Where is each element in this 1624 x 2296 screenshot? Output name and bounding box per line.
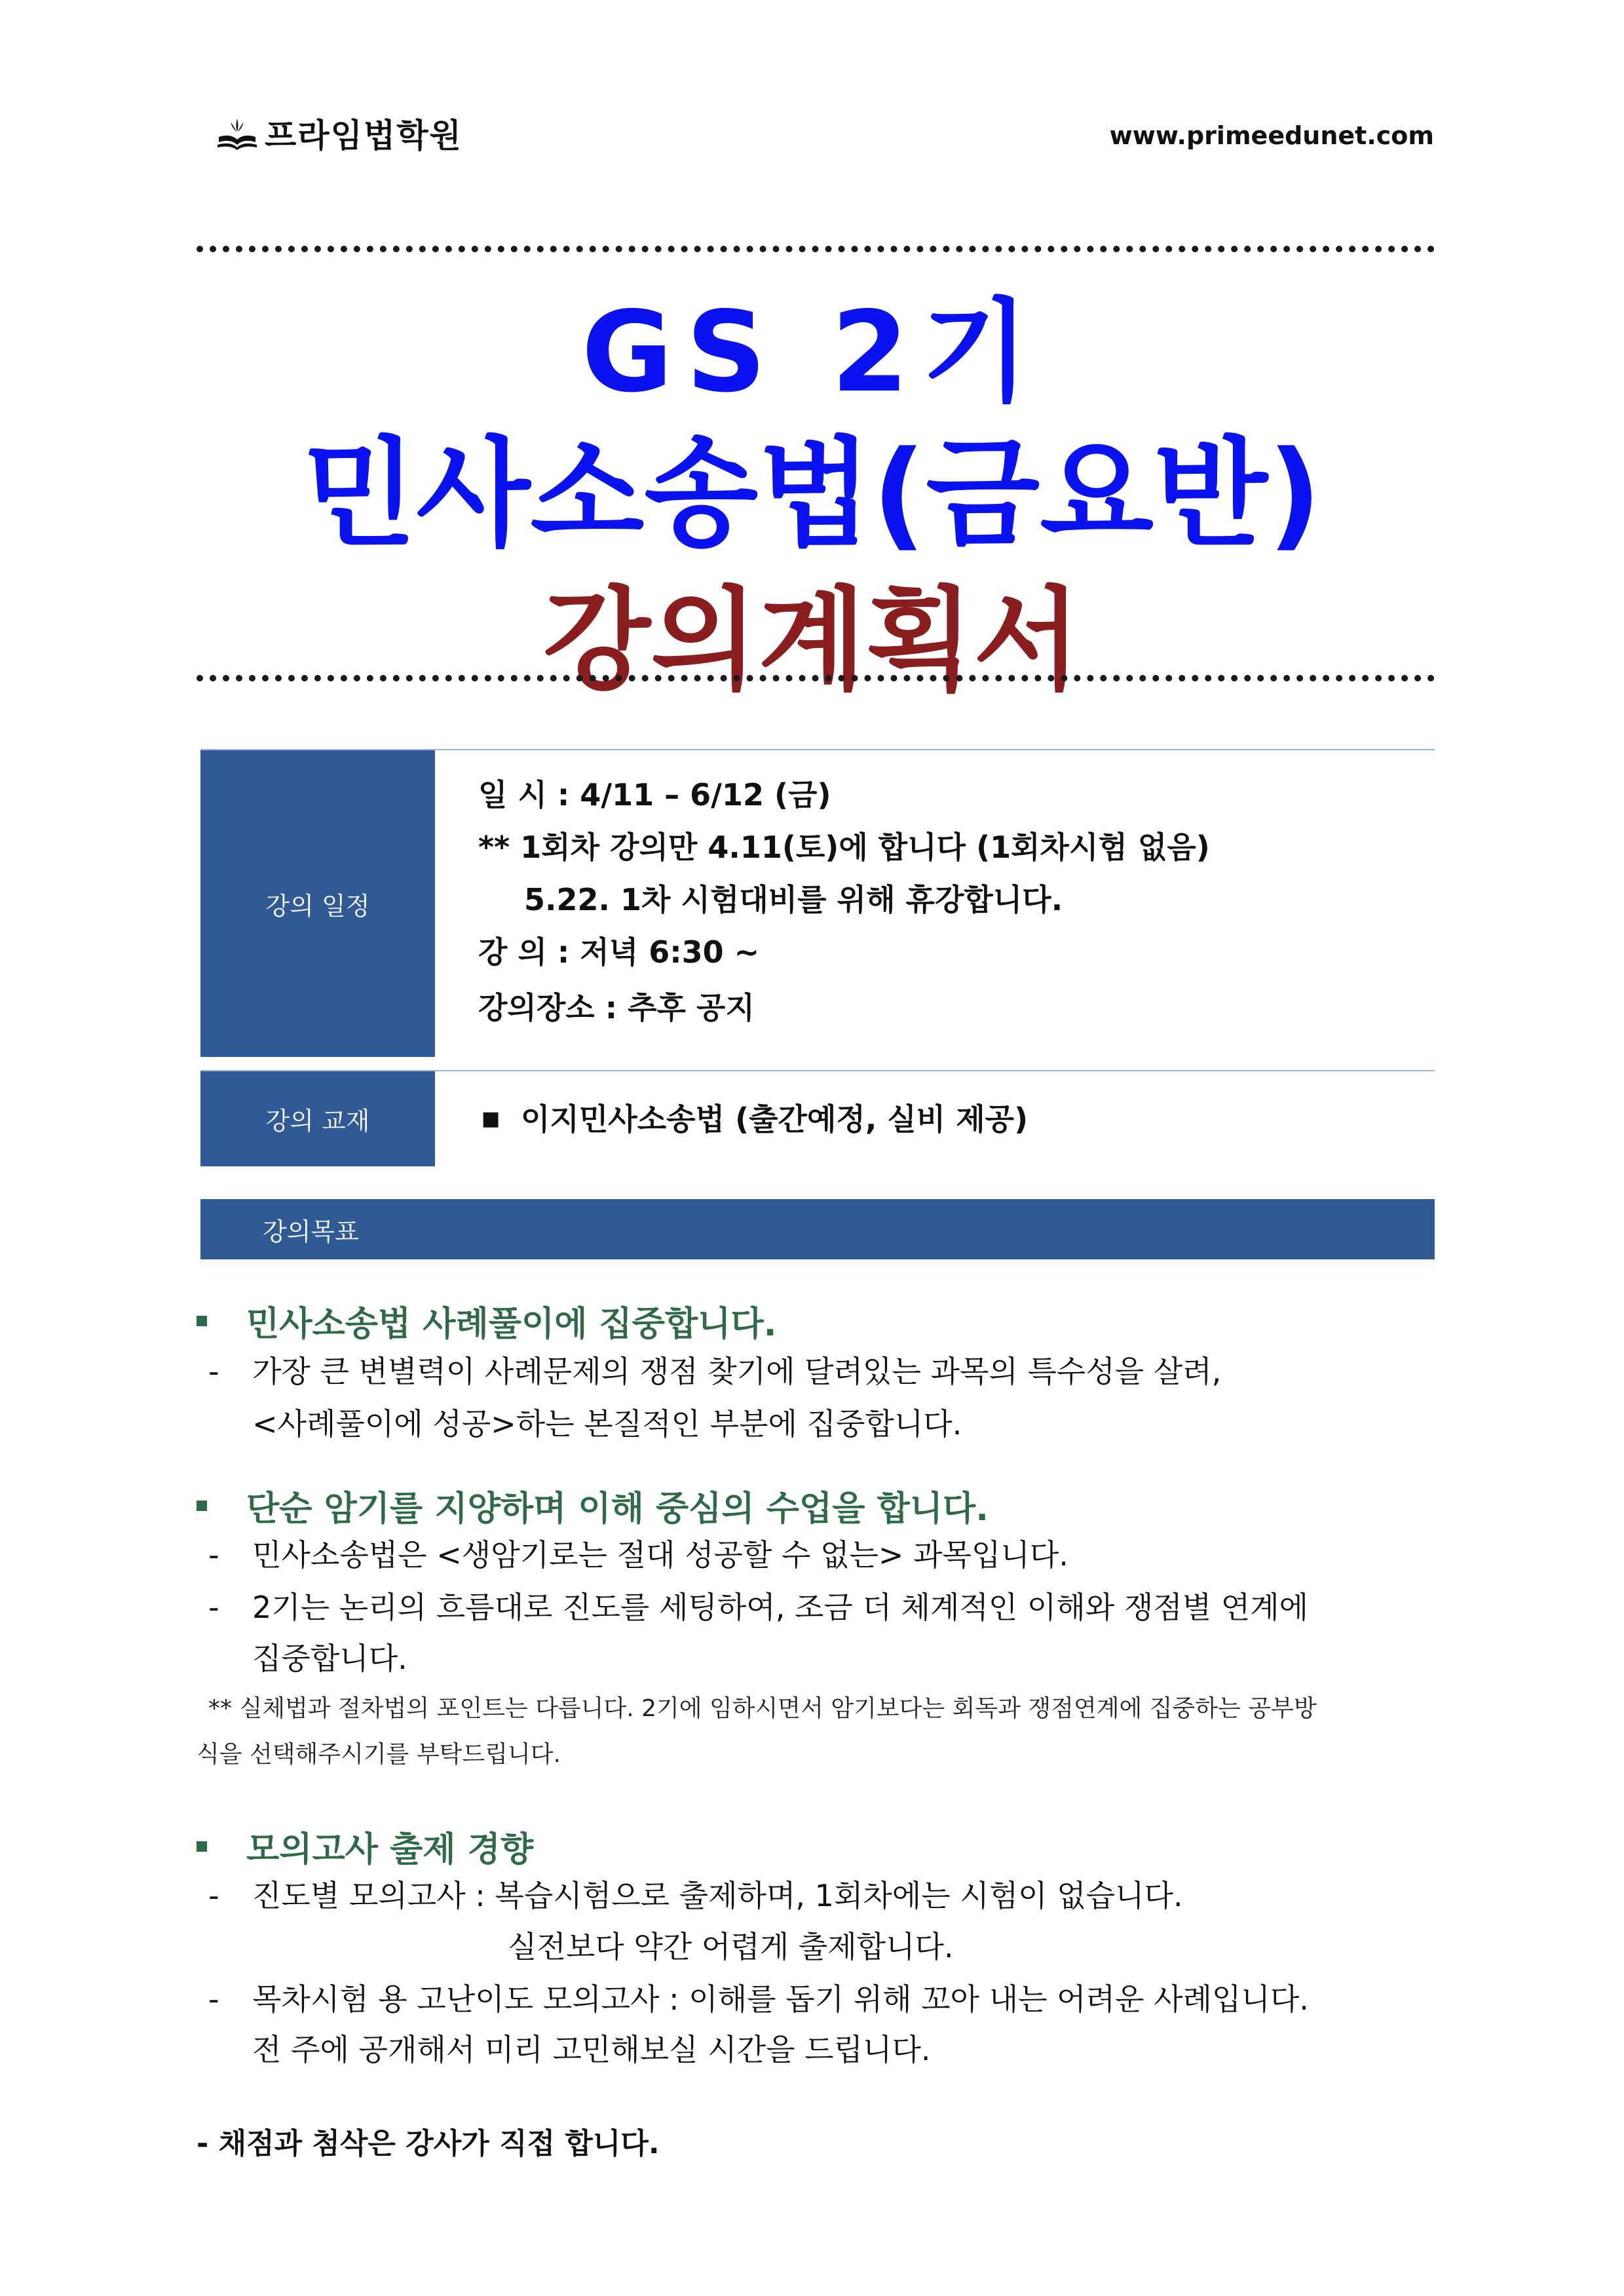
schedule-line-time: 강 의 : 저녁 6:30 ~ [478,934,760,970]
academy-name: 프라임법학원 [265,117,463,155]
square-bullet-icon [197,1501,207,1511]
square-bullet-icon [197,1841,207,1852]
square-bullet-icon [197,1316,207,1326]
schedule-line-break: 5.22. 1차 시험대비를 위해 휴강합니다. [524,882,1063,917]
grading-note: - 채점과 첨삭은 강사가 직접 합니다. [197,2127,660,2160]
section-line: 진도별 모의고사 : 복습시험으로 출제하며, 1회차에는 시험이 없습니다. [252,1878,1183,1913]
section-line: 실전보다 약간 어렵게 출제합니다. [508,1929,954,1964]
website-url[interactable]: www.primeedunet.com [1109,121,1434,150]
section-title-text: 단순 암기를 지양하며 이해 중심의 수업을 합니다. [246,1489,989,1529]
schedule-line-venue: 강의장소 : 추후 공지 [478,990,755,1025]
schedule-line-first-session: ** 1회차 강의만 4.11(토)에 합니다 (1회차시험 없음) [478,830,1210,865]
section-title-text: 민사소송법 사례풀이에 집중합니다. [246,1305,777,1344]
section-line: 가장 큰 변별력이 사례문제의 쟁점 찾기에 달려있는 과목의 특수성을 살려, [252,1354,1222,1389]
section-title-mock-exam [197,1822,533,1871]
bottom-dotted-divider [197,675,1435,681]
section-title-text: 모의고사 출제 경향 [246,1830,534,1869]
academy-logo [216,110,463,156]
course-subject: 민사소송법(금요반) [302,426,1322,563]
section-line: 전 주에 공개해서 미리 고민해보실 시간을 드립니다. [252,2032,931,2067]
section-line: 민사소송법은 <생암기로는 절대 성공할 수 없는> 과목입니다. [252,1537,1068,1573]
section-title-case-solving [197,1296,776,1345]
textbook-bullet: ■ [482,1107,500,1130]
document-title: 강의계획서 [542,576,1082,706]
textbook-item: 이지민사소송법 (출간예정, 실비 제공) [521,1101,1029,1137]
dash-bullet: - [208,1590,219,1625]
section-title-understanding [197,1481,989,1530]
top-dotted-divider [197,246,1435,252]
schedule-label: 강의 일정 [265,891,370,921]
goals-bar [200,1199,1435,1259]
dash-bullet: - [208,1878,219,1913]
textbook-label: 강의 교재 [265,1107,370,1136]
section-note: ** 실체법과 절차법의 포인트는 다릅니다. 2기에 임하시면서 암기보다는 회독과 쟁점연계에 집중하는 공부방 [208,1695,1317,1722]
book-icon [216,115,258,151]
goals-label: 강의목표 [263,1217,359,1246]
section-line: <사례풀이에 성공>하는 본질적인 부분에 집중합니다. [252,1406,962,1442]
section-line: 목차시험 용 고난이도 모의고사 : 이해를 돕기 위해 꼬아 내는 어려운 사례입니다. [252,1981,1309,2017]
dash-bullet: - [208,1354,219,1389]
schedule-line-date: 일 시 : 4/11 – 6/12 (금) [478,777,831,813]
section-line: 2기는 논리의 흐름대로 진도를 세팅하여, 조금 더 체계적인 이해와 쟁점별 연계에 [252,1590,1309,1625]
dash-bullet: - [208,1981,219,2017]
dash-bullet: - [208,1537,219,1573]
schedule-label-cell [200,750,435,1057]
section-note: 식을 선택해주시기를 부탁드립니다. [197,1741,561,1768]
course-title: GS 2기 [581,288,1043,417]
textbook-label-cell [200,1071,435,1166]
section-line: 집중합니다. [252,1641,407,1676]
